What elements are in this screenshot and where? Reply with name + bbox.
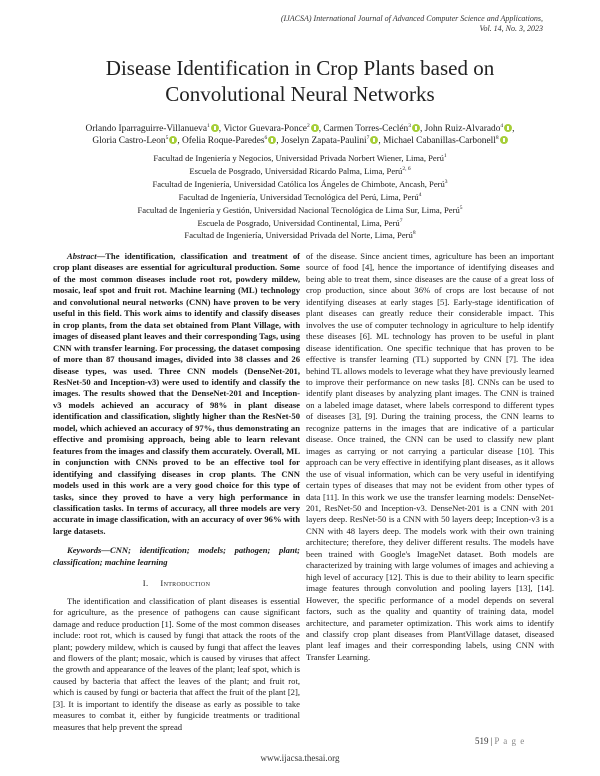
section-number: I. [142,578,149,589]
author-list [52,123,548,147]
affiliation: Facultad de Ingeniería y Gestión, Universidad Nacional Tecnológica de Lima Sur, Lima, Perú$^5$ [137,204,463,215]
author: Victor Guevara-Ponce$^2$ , [223,122,324,134]
author: John Ruiz-Alvarado$^4$ , [424,122,515,134]
author: Joselyn Zapata-Paulini$^7$ , [280,134,384,146]
affiliation: Facultad de Ingeniería, Universidad Tecnológica del Perú, Lima, Perú$^4$ [178,191,422,202]
orcid-icon[interactable] [412,124,420,132]
left-column [53,251,300,733]
intro-paragraph-continued: of the disease. Since ancient times, agriculture has been an important source of food [4], hence the importance of identifying diseases and being able to treat them, since diseases are the cause of a great loss of crop production, since about 36% of crops are lost because of not identifying diseases at early stages [5]. Early-stage identification of plant diseases can greatly reduce their considerable impact. This involves the use of computer technology in agriculture to help identify these diseases [6]. ML technology has proven to be useful in plant disease identification. One specific technique that has proven to be effective is transfer learning (TL) supported by CNN [7]. The idea behind TL allows models to leverage what they have previously learned to improve their performance on new tasks [8]. CNNs can be used to identify plant diseases by analyzing plant images. The CNN is trained on a labeled image dataset, where labels correspond to different types of diseases [3], [9]. During the training process, the CNN learns to recognize patterns in the images that are indicative of a particular disease. Once trained, the CNN can be used to classify new plant images as carrying or not carrying a particular disease [10]. This approach can be very effective in identifying plant diseases, as it allows the use of visual information, which can be very useful in identifying certain types of diseases that may not be evident from other types of data [11]. In this work we use the transfer learning models: DenseNet-201, ResNet-50 and Inception-v3. DenseNet-201 is a CNN with 201 layers deep. ResNet-50 is a CNN with 50 layers deep; Inception-v3 is a CNN with 48 layers deep. The models work with their own training architecture; therefore, they deliver different results. The models have been trained with Google's ImageNet dataset. Both models are characterized by training with large volumes of images and achieving a high level of accuracy [12]. This is due to their ability to learn specific image features through convolution and pooling layers [13], [14]. However, the specific performance of a model depends on several factors, such as the quality and quantity of training data, model architecture, and parameter optimization. This work aims to identify and classify crop plant diseases from PlantVillage dataset, diseased plant leaf images and their corresponding labels, using CNN with Transfer Learning. [306,251,554,662]
page-number-value: 519 [475,736,489,746]
orcid-icon[interactable] [211,124,219,132]
author: Ofelia Roque-Paredes$^6$ , [182,134,281,146]
affiliation: Escuela de Posgrado, Universidad Ricardo Palma, Lima, Perú$^{2, 6}$ [189,165,411,176]
author: Orlando Iparraguirre-Villanueva$^1$ , [85,122,224,134]
section-heading [53,578,300,589]
affiliation: Facultad de Ingeniería, Universidad Privada del Norte, Lima, Perú$^8$ [184,230,416,241]
page-number: 519 | P a g e [475,736,526,746]
abstract-text: —The identification, classification and treatment of crop plant diseases are essential for agricultural production. Some of the most common diseases include root rot, powdery mildew, mosaic, leaf spot and fruit rot. Machine learning (ML) technology and convolutional neural networks (CNN) have proven to be very useful in this field. This work aims to identify and classify diseases in crop plants, from the data set obtained from Plant Village, with images of diseased plant leaves and their corresponding Tags, using CNN with transfer learning. For processing, the dataset composing of more than 87 thousand images, divided into 38 classes and 26 disease types, was used. Three CNN models (DenseNet-201, ResNet-50 and Inception-v3) were used to identify and classify the images. The results showed that the DenseNet-201 and Inception-v3 models achieved an accuracy of 98% in plant disease identification and classification, slightly higher than the ResNet-50 model, which achieved an accuracy of 97%, thus demonstrating an effective and promising approach, being able to learn relevant features from the images and classify them accurately. Overall, ML in conjunction with CNNs proved to be an effective tool for identifying and classifying diseases in crop plants. The CNN models used in this work are a very good choice for this type of tasks, since they proved to have a very high performance in classification tasks. In terms of accuracy, all three models are very accurate in image classification, with an accuracy of over 96% with large datasets. [53,251,300,536]
footer-url[interactable]: www.ijacsa.thesai.org [260,753,340,763]
paper-title-line1: Disease Identification in Crop Plants based on [105,56,495,80]
author: Michael Cabanillas-Carbonell$^8$ [383,136,507,146]
keywords: Keywords—CNN; identification; models; pathogen; plant; classification; machine learning [53,545,300,567]
affiliation: Escuela de Posgrado, Universidad Continental, Lima, Perú$^7$ [197,217,403,228]
intro-paragraph: The identification and classification of plant diseases is essential for agriculture, as the presence of pathogens can cause significant damage and reduce production [1]. Some of the most common diseases include: root rot, which is caused by fungi that attack the roots of the plant; powdery mildew, which is caused by fungi that affect the leaves and flowers of the plant; mosaic, which is caused by viruses that affect the growth and appearance of the leaves of the plant; leaf spot, which is caused by bacteria that affect the leaves of the plant; and fruit rot, which is caused by fungi or bacteria that affect the fruit of the plant [2], [3]. It is important to identify the disease as early as possible to take measures to combat it, either by fungicide treatments or traditional measures that help prevent the spread [53,595,300,732]
orcid-icon[interactable] [311,124,319,132]
page-word: P a g e [494,736,526,746]
affiliation: Facultad de Ingeniería y Negocios, Universidad Privada Norbert Wiener, Lima, Perú$^1$ [153,153,447,163]
paper-title-line2: Convolutional Neural Networks [165,82,435,106]
journal-volume: Vol. 14, No. 3, 2023 [479,24,543,33]
affiliation: Facultad de Ingeniería, Universidad Católica los Ángeles de Chimbote, Ancash, Perú$^3$ [152,178,448,189]
orcid-icon[interactable] [500,136,508,144]
author: Gloria Castro-Leon$^5$ , [92,134,183,146]
journal-name: (IJACSA) International Journal of Advanced Computer Science and Applications, [280,14,543,23]
section-title: Introduction [160,578,211,589]
abstract [53,251,300,537]
right-column [306,251,554,663]
journal-header [223,14,543,34]
affiliation-list [60,152,540,242]
paper-title [50,55,550,107]
author: Carmen Torres-Ceclén$^3$ , [323,122,425,134]
orcid-icon[interactable] [504,124,512,132]
abstract-label: Abstract [67,251,97,261]
